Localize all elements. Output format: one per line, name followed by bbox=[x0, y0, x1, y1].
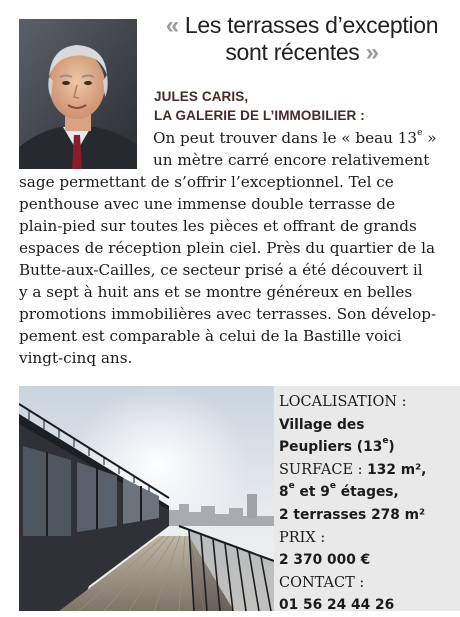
localisation-value-1: Village des bbox=[279, 416, 365, 433]
prix-label: PRIX : bbox=[279, 529, 326, 546]
body-line-8: y a sept à huit ans et se montre généreux en belles bbox=[19, 283, 413, 301]
close-quote-mark: » bbox=[365, 39, 379, 66]
localisation-value-2: Peupliers (13e) bbox=[279, 436, 395, 456]
terrace-photo bbox=[19, 386, 274, 611]
prix-value: 2 370 000 € bbox=[279, 552, 371, 569]
terraces-value: 2 terrasses 278 m² bbox=[279, 506, 426, 523]
floors-value: 8e et 9e étages, bbox=[279, 481, 399, 501]
body-line-7: Butte-aux-Cailles, ce secteur prisé a été découvert il bbox=[19, 261, 423, 279]
byline bbox=[154, 87, 454, 125]
surface-label: SURFACE : bbox=[279, 461, 368, 478]
body-line-9: promotions immobilières avec terrasses. Son dévelop- bbox=[19, 305, 437, 323]
headline-line-1: Les terrasses d’exception bbox=[184, 12, 439, 38]
body-line-3: sage permettant de s’offrir l’exceptionnel. Tel ce bbox=[19, 173, 394, 191]
body-line-6: espaces de réception plein ciel. Près du quartier de la bbox=[19, 239, 436, 257]
byline-company: LA GALERIE DE L’IMMOBILIER : bbox=[154, 108, 365, 123]
body-line-2: un mètre carré encore relativement bbox=[153, 151, 430, 169]
body-line-5: plain-pied sur toutes les pièces et offrant de grands bbox=[19, 217, 417, 235]
body-line-10: pement est comparable à celui de la Bastille voici bbox=[19, 327, 402, 345]
open-quote-mark: « bbox=[165, 12, 179, 39]
author-portrait bbox=[19, 19, 137, 169]
localisation-label: LOCALISATION : bbox=[279, 394, 407, 410]
byline-name: JULES CARIS, bbox=[154, 89, 249, 104]
body-line-11: vingt-cinq ans. bbox=[19, 349, 133, 367]
body-line-4: penthouse avec une immense double terrasse de bbox=[19, 195, 396, 213]
property-facts-box bbox=[274, 386, 460, 614]
body-line-1: On peut trouver dans le « beau 13e » bbox=[153, 128, 437, 147]
headline-line-2: sont récentes bbox=[225, 39, 360, 65]
surface-row bbox=[279, 459, 459, 482]
contact-label: CONTACT : bbox=[279, 574, 365, 591]
contact-value: 01 56 24 44 26 bbox=[279, 597, 395, 614]
surface-value: 132 m², bbox=[367, 461, 427, 478]
article-headline bbox=[152, 12, 452, 66]
